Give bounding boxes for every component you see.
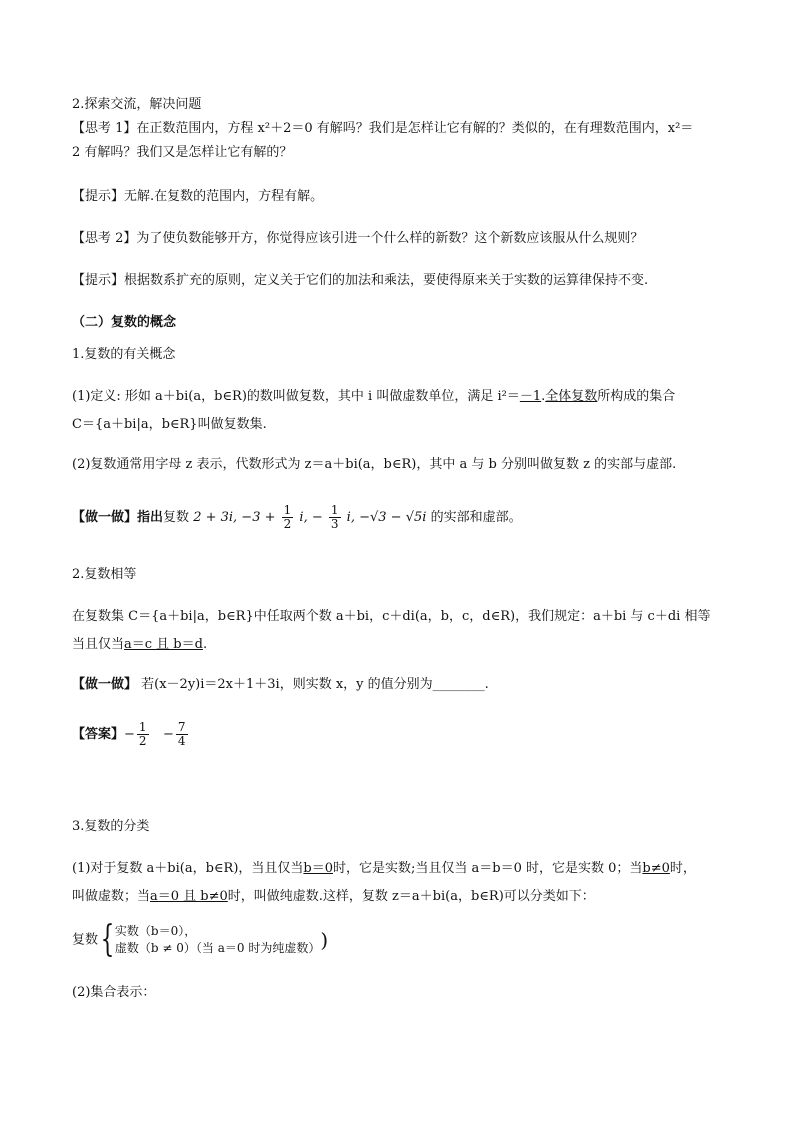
try1-line — [72, 504, 522, 531]
try1-tag: 【做一做】 — [72, 510, 138, 525]
hint1-text: 无解.在复数的范围内，方程有解。 — [124, 189, 324, 204]
try2-text: 若(x－2y)i＝2x＋1＋3i，则实数 x，y 的值分别为________. — [141, 677, 489, 692]
definition-line1 — [72, 388, 675, 406]
try1-frac1 — [282, 504, 294, 531]
think2-tag: 【思考 2】 — [72, 231, 137, 246]
answer2-den: 4 — [177, 734, 186, 748]
try1-bold: 指出 — [137, 510, 164, 525]
answer2-frac — [176, 721, 188, 748]
right-paren-icon: ) — [320, 928, 329, 952]
definition-line2: C＝{a＋bi|a，b∈R}叫做复数集. — [72, 417, 267, 432]
think2 — [72, 230, 643, 248]
try1-prefix: 复数 — [163, 510, 190, 525]
hint1 — [72, 188, 323, 206]
class-line2-b: 时，叫做纯虚数.这样，复数 z＝a＋bi(a，b∈R)可以分类如下： — [227, 889, 595, 904]
try1-expr-b: i, − — [299, 510, 323, 525]
section-title: 2.探索交流，解决问题 — [72, 97, 202, 112]
answer1-num: 1 — [138, 720, 147, 734]
concept-sub1: 1.复数的有关概念 — [72, 347, 176, 362]
def-underline2: 全体复数 — [545, 389, 598, 404]
class-line1-c: 时， — [669, 861, 696, 876]
try1-suffix: 的实部和虚部。 — [430, 510, 522, 525]
try1-frac2 — [329, 504, 341, 531]
set-representation-line: (2)集合表示： — [72, 985, 156, 1000]
equality-line2-prefix: 当且仅当 — [72, 637, 125, 652]
def-part3: 所构成的集合 — [597, 389, 676, 404]
def-part1: (1)定义: 形如 a＋bi(a，b∈R)的数叫做复数，其中 i 叫做虚数单位，满足 i²＝ — [72, 389, 520, 404]
think1-tag: 【思考 1】 — [72, 121, 137, 136]
try1-frac2-den: 3 — [330, 517, 339, 531]
representation-line: (2)复数通常用字母 z 表示，代数形式为 z＝a＋bi(a，b∈R)，其中 a 与 b 分别叫做复数 z 的实部与虚部. — [72, 457, 677, 472]
try1-expr-c: i, −√3 − √5i — [346, 510, 427, 525]
answer2-num: 7 — [177, 720, 186, 734]
equality-sub2: 2.复数相等 — [72, 567, 137, 582]
think1-text-2: 2 有解吗？我们又是怎样让它有解的？ — [72, 145, 293, 160]
equality-line1: 在复数集 C＝{a＋bi|a，b∈R}中任取两个数 a＋bi，c＋di(a，b，c，d∈R)，我们规定：a＋bi 与 c＋di 相等 — [72, 609, 711, 624]
class-line1-b: 时，它是实数;当且仅当 a＝b＝0 时，它是实数 0；当 — [333, 861, 643, 876]
class-line1-u2: b≠0 — [642, 861, 670, 876]
tree-branches — [115, 923, 320, 957]
try1-expr-a: 2 + 3i, −3 + — [193, 510, 276, 525]
think1-line1 — [72, 120, 693, 138]
try2-tag: 【做一做】 — [72, 677, 138, 692]
left-brace-icon: { — [100, 919, 115, 960]
think1-text-1: 在正数范围内，方程 x²＋2＝0 有解吗？我们是怎样让它有解的？类似的，在有理数范围内，x²＝ — [136, 121, 694, 136]
classification-tree — [72, 919, 329, 960]
answer-line — [72, 720, 190, 750]
try1-frac1-den: 2 — [283, 517, 292, 531]
classification-sub3: 3.复数的分类 — [72, 819, 150, 834]
equality-condition: a＝c 且 b＝d — [124, 637, 203, 652]
answer1-sign: − — [124, 727, 135, 742]
equality-line2 — [72, 636, 207, 654]
equality-line2-suffix: . — [202, 637, 208, 652]
try2-line — [72, 676, 489, 694]
think2-text: 为了使负数能够开方，你觉得应该引进一个什么样的新数？这个新数应该服从什么规则？ — [136, 231, 644, 246]
try1-frac1-num: 1 — [283, 503, 292, 517]
concept-heading: （二）复数的概念 — [72, 315, 177, 330]
hint2-tag: 【提示】 — [72, 273, 125, 288]
class-line1-u1: b＝0 — [303, 861, 333, 876]
answer-tag: 【答案】 — [72, 727, 125, 742]
tree-imag: 虚数（b ≠ 0）（当 a＝0 时为纯虚数） — [114, 941, 321, 955]
try1-frac2-num: 1 — [330, 503, 339, 517]
hint2-text: 根据数系扩充的原则，定义关于它们的加法和乘法，要使得原来关于实数的运算律保持不变. — [124, 273, 649, 288]
answer2-sign: − — [162, 727, 174, 742]
tree-real: 实数（b＝0）， — [114, 924, 197, 938]
def-underline: －1 — [519, 389, 542, 404]
answer1-den: 2 — [138, 734, 147, 748]
answer1-frac — [137, 721, 149, 748]
classification-line2 — [72, 888, 595, 906]
class-line2-u1: a＝0 且 b≠0 — [150, 889, 228, 904]
classification-line1 — [72, 860, 696, 878]
tree-root: 复数 — [72, 932, 99, 948]
def-part2: . — [541, 389, 546, 404]
hint2 — [72, 272, 648, 290]
hint1-tag: 【提示】 — [72, 189, 125, 204]
class-line1-a: (1)对于复数 a＋bi(a，b∈R)，当且仅当 — [72, 861, 304, 876]
class-line2-a: 叫做虚数；当 — [72, 889, 151, 904]
